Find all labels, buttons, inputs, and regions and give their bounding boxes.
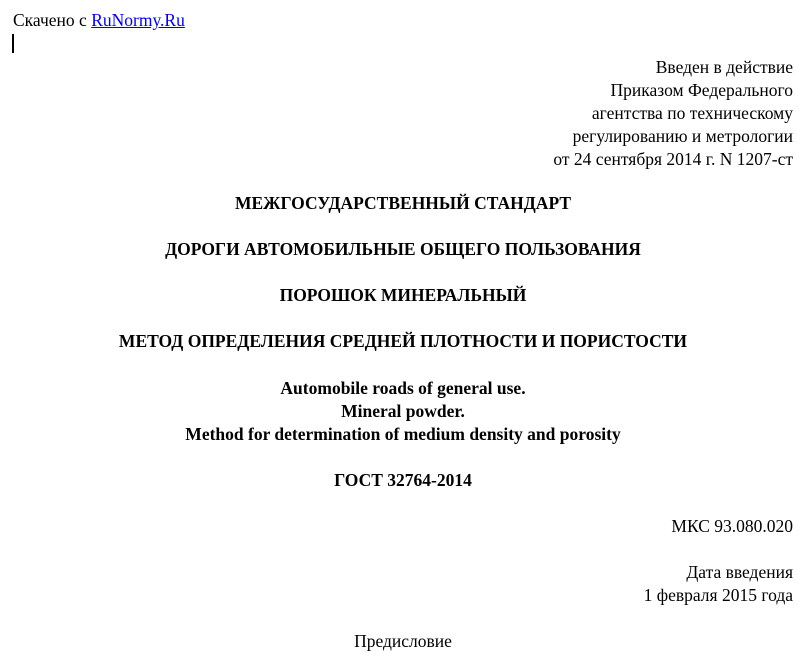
preface-heading: Предисловие bbox=[354, 631, 452, 651]
mks-code: МКС 93.080.020 bbox=[671, 516, 793, 536]
english-title-line: Mineral powder. bbox=[341, 401, 465, 421]
english-title bbox=[0, 377, 799, 446]
enactment-line: от 24 сентября 2014 г. N 1207-ст bbox=[553, 149, 793, 169]
source-prefix: Скачено с bbox=[13, 10, 92, 30]
method-heading: МЕТОД ОПРЕДЕЛЕНИЯ СРЕДНЕЙ ПЛОТНОСТИ И ПОРИСТОСТИ bbox=[118, 331, 688, 351]
intro-date-value: 1 февраля 2015 года bbox=[643, 585, 793, 605]
english-title-line: Automobile roads of general use. bbox=[280, 378, 526, 398]
source-link[interactable]: RuNormy.Ru bbox=[91, 10, 185, 30]
subject-heading: ДОРОГИ АВТОМОБИЛЬНЫЕ ОБЩЕГО ПОЛЬЗОВАНИЯ bbox=[165, 239, 641, 259]
intro-date-block bbox=[644, 561, 793, 607]
text-cursor bbox=[12, 34, 14, 53]
enactment-line: Приказом Федерального bbox=[610, 80, 793, 100]
standard-type-heading: МЕЖГОСУДАРСТВЕННЫЙ СТАНДАРТ bbox=[234, 193, 572, 213]
english-title-line: Method for determination of medium density and porosity bbox=[185, 424, 621, 444]
enactment-block bbox=[553, 56, 793, 171]
enactment-line: регулированию и метрологии bbox=[572, 126, 793, 146]
source-line bbox=[13, 9, 185, 31]
standard-designation: ГОСТ 32764-2014 bbox=[334, 470, 472, 490]
enactment-line: Введен в действие bbox=[655, 57, 793, 77]
material-heading: ПОРОШОК МИНЕРАЛЬНЫЙ bbox=[279, 285, 527, 305]
intro-date-label: Дата введения bbox=[686, 562, 793, 582]
enactment-line: агентства по техническому bbox=[591, 103, 793, 123]
